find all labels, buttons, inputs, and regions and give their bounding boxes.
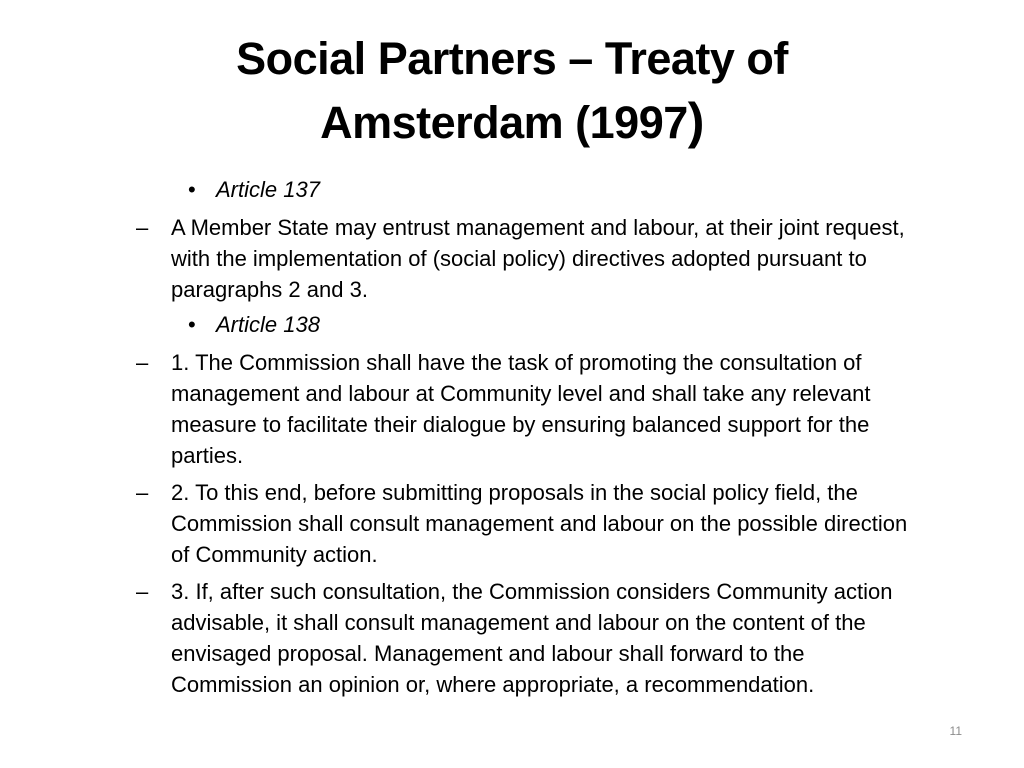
slide-title-closing-paren: ) <box>687 93 704 149</box>
article-138-heading <box>188 311 1024 339</box>
dash-icon: – <box>136 350 149 375</box>
dash-icon: – <box>136 480 149 505</box>
article-138-point-2 <box>136 477 931 570</box>
article-137-point-1 <box>136 212 931 305</box>
article-138-point-3-text: 3. If, after such consultation, the Commission considers Community action advisable, it shall consult management and labour on the content of the envisaged proposal. Management and labour shall forward to the Commission an opinion or, where appropriate, a recommendation. <box>171 579 893 697</box>
bullet-icon: • <box>188 177 196 202</box>
article-138-label: Article 138 <box>216 312 320 337</box>
article-137-label: Article 137 <box>216 177 320 202</box>
article-138-point-3 <box>136 576 931 700</box>
page-number: 11 <box>949 724 962 738</box>
article-138-point-1-text: 1. The Commission shall have the task of promoting the consultation of management and labour at Community level and shall take any relevant measure to facilitate their dialogue by ensuring balanced support for the parties. <box>171 350 871 468</box>
slide-body <box>0 176 1024 706</box>
article-138-point-2-text: 2. To this end, before submitting proposals in the social policy field, the Commission shall consult management and labour on the possible direction of Community action. <box>171 480 908 567</box>
article-137-point-1-text: A Member State may entrust management and labour, at their joint request, with the implementation of (social policy) directives adopted pursuant to paragraphs 2 and 3. <box>171 215 905 302</box>
article-137-heading <box>188 176 1024 204</box>
slide-title-line-2-text: Amsterdam (1997 <box>320 97 688 148</box>
dash-icon: – <box>136 215 149 240</box>
slide-title-line-1: Social Partners – Treaty of <box>236 33 788 84</box>
slide-title <box>140 28 884 154</box>
slide-title-line-2 <box>140 90 884 154</box>
article-138-point-1 <box>136 347 931 471</box>
dash-icon: – <box>136 579 149 604</box>
bullet-icon: • <box>188 312 196 337</box>
